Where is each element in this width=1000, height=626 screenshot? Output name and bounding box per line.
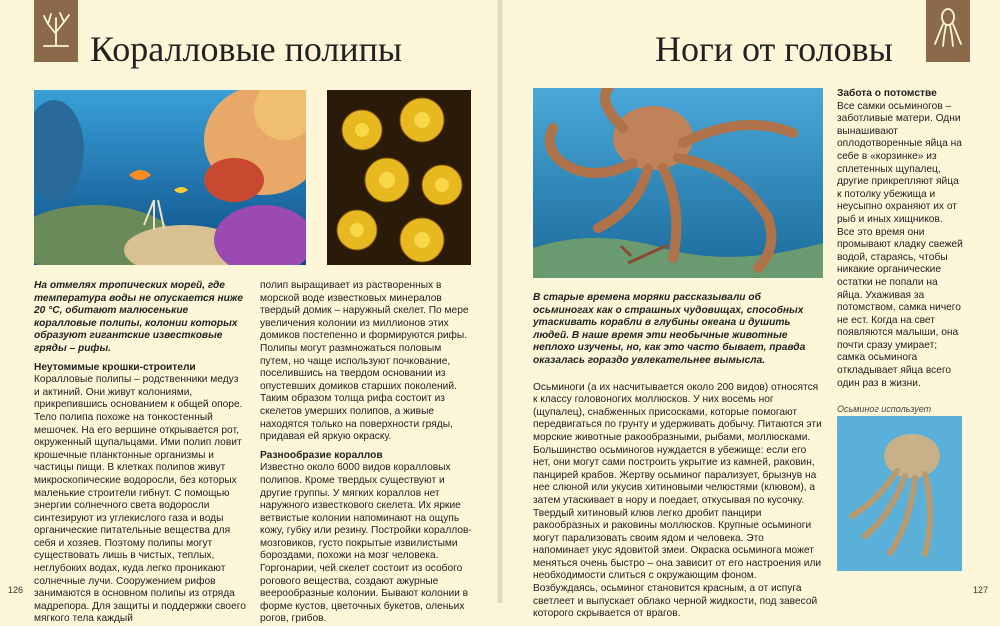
page-title-left: Коралловые полипы [90,29,403,69]
sidebar-text: Все самки осьминогов – заботливые матери. Одни вынашивают оплодотворенные яйца на себе в «корзинке» из сплетенных щупалец, другие прикрепляют яйца к потолку убежища и неусыпно охраняют их от рыб и иных хищников. Все это время они промывают кладку свежей водой, стараясь, чтобы никакие органические остатки не попали на яйца. Ухаживая за потомством, самка ничего не ест. Когда на свет появляются малыши, она почти сразу умирает; самка осьминога откладывает яйца всего один раз в жизни. [837,100,963,389]
section-heading: Разнообразие кораллов [260,449,383,461]
intro-text-left: На отмелях тропических морей, где температура воды не опускается ниже 20 °С, обитают малюсенькие коралловые полипы, колонии которых образуют гигантские известковые гряды – рифы. [34,280,244,354]
left-column-2 [260,280,472,626]
image-caption: Осьминог использует [837,404,932,415]
page-number-right: 127 [972,585,988,595]
left-page [0,0,500,625]
left-column-1 [34,280,246,626]
intro-text-right: В старые времена моряки рассказывали об осьминогах как о страшных чудовищах, способных утаскивать корабли в глубины океана и душить людей. В наше время эти необычные животные неплохо изучены, но, как это часто бывает, правда оказалась гораздо увлекательнее вымысла. [533,292,806,366]
coral-reef-image [34,90,306,265]
section-badge-right [926,0,970,62]
page-number-left: 126 [8,585,24,595]
body-text: полип выращивает из растворенных в морской воде известковых минералов твердый домик – наружный скелет. По мере увеличения колонии из миллионов этих домиков постепенно и формируются рифы. Полипы могут размножаться половым путем, но чаще используют почкование, поселившись на твердом основании из опустевших домиков старших поколений. Таким образом толща рифа состоит из скелетов умерших полипов, а живые находятся только на поверхности гряды, придавая ей яркую окраску. [260,280,469,443]
section-badge-left [34,0,78,62]
body-text: Осьминоги (а их насчитывается около 200 видов) относятся к классу головоногих моллюсков. У них восемь ног (щупалец), снабженных присосками, которые помогают передвигаться по грунту и удерживать добычу. Питаются эти морские животные ракообразными, рыбами, моллюсками. Большинство осьминогов нуждается в убежище: если его нет, они могут сами построить укрытие из камней, раковин, панцирей крабов. Жертву осьминог парализует, брызнув на нее слюной или укусив хитиновыми челюстями (клювом), а затем утаскивает в нору и поедает, откусывая по кусочку. Твердый хитиновый клюв легко дробит панцири ракообразных и раковины моллюсков. Крупные осьминоги могут парализовать своим ядом и человека. Это напоминает укус ядовитой змеи. Окраска осьминога может меняться очень быстро – она зависит от его настроения или необходимости слиться с окружающим фоном. Возбуждаясь, осьминог становится красным, а от испуга светлеет и выпускает облако черной жидкости, под завесой которого скрывается от врагов. [533,381,822,620]
body-text: Известно около 6000 видов коралловых полипов. Кроме твердых существуют и другие группы. У мягких кораллов нет наружного известкового скелета. Их яркие ветвистые колонии напоминают на ощупь кожу, губку или резину. Постройки кораллов-мозговиков, густо покрытые извилистыми бороздами, похожи на мозг человека. Горгонарии, чей скелет состоит из особого рогового вещества, создают ажурные веерообразные колонии. Бывают колонии в форме кустов, цветочных букетов, оленьих рогов, грибов. [260,462,472,625]
sidebar-heading: Забота о потомстве [837,88,937,99]
section-heading: Неутомимые крошки-строители [34,361,196,373]
coral-icon [38,8,74,48]
squid-icon [930,8,966,48]
page-title-right: Ноги от головы [655,29,893,69]
right-page [500,0,1000,620]
octopus-jet-image [837,416,962,571]
octopus-image [533,88,823,278]
coral-polyps-image [327,90,471,265]
right-main-column [533,292,823,621]
body-text: Коралловые полипы – родственники медуз и актиний. Они живут колониями, прикрепившись основанием к общей опоре. Тело полипа похоже на тонкостенный мешочек. На его вершине открывается рот, окруженный щупальцами. Ими полип ловит крошечные планктонные организмы и частицы пищи. В клетках полипов живут микроскопические водоросли, без которых маленькие строители гибнут. С помощью энергии солнечного света водоросли синтезируют из углекислого газа и воды органические питательные вещества для себя и хозяев. Поэтому полипы могут существовать лишь в чистых, теплых, неглубоких водах, куда легко проникают солнечные лучи. Сооружением рифов занимаются в основном полипы из отряда мадрепора. Для защиты и поддержки своего мягкого тела каждый [34,374,246,625]
